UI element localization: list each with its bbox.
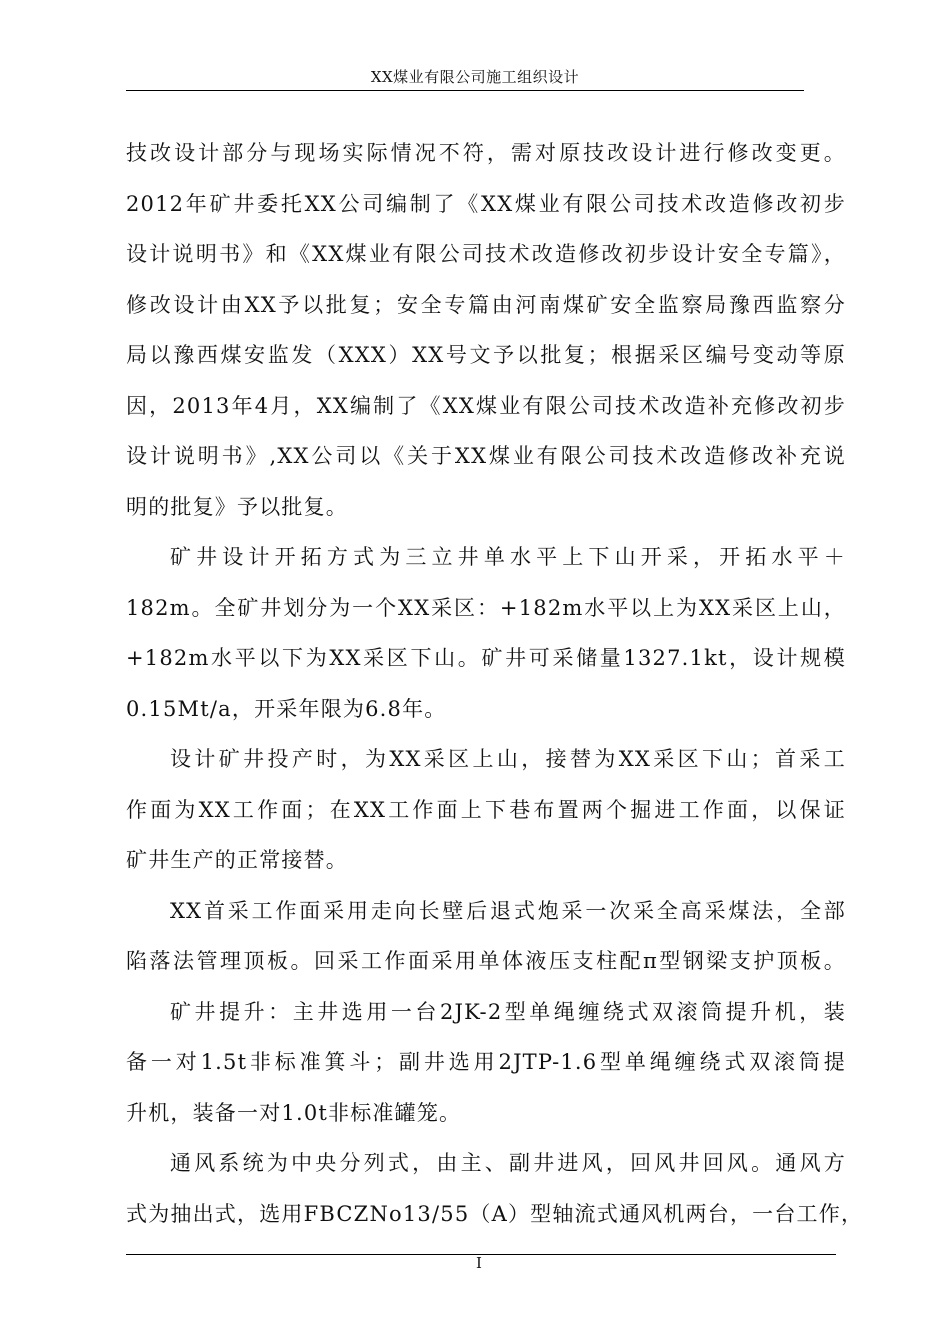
- text-line: 设计说明书》,XX公司以《关于XX煤业有限公司技术改造修改补充说: [126, 444, 846, 468]
- text-line: XX首采工作面采用走向长壁后退式炮采一次采全高采煤法，全部: [170, 898, 846, 923]
- text-line: 陷落法管理顶板。回采工作面采用单体液压支柱配π型钢梁支护顶板。: [126, 949, 846, 973]
- text-line: 矿井设计开拓方式为三立井单水平上下山开采，开拓水平＋: [170, 545, 846, 569]
- text-line: 矿井提升：主井选用一台2JK-2型单绳缠绕式双滚筒提升机，装: [170, 999, 846, 1024]
- text-line: 局以豫西煤安监发（XXX）XX号文予以批复；根据采区编号变动等原: [126, 343, 846, 367]
- text-line: 技改设计部分与现场实际情况不符，需对原技改设计进行修改变更。: [126, 141, 846, 165]
- page-number: I: [476, 1254, 482, 1272]
- text-line: 修改设计由XX予以批复；安全专篇由河南煤矿安全监察局豫西监察分: [126, 292, 846, 317]
- text-line: 式为抽出式，选用FBCZNo13/55（A）型轴流式通风机两台，一台工作，: [126, 1201, 864, 1226]
- body-text: [126, 128, 864, 1239]
- text-line: 设计说明书》和《XX煤业有限公司技术改造修改初步设计安全专篇》，: [126, 242, 846, 266]
- text-line: 因，2013年4月，XX编制了《XX煤业有限公司技术改造补充修改初步: [126, 393, 846, 418]
- text-line: 备一对1.5t非标准箕斗；副井选用2JTP-1.6型单绳缠绕式双滚筒提: [126, 1050, 846, 1074]
- text-line: 矿井生产的正常接替。: [126, 848, 348, 872]
- header-rule: [126, 90, 804, 91]
- text-line: 设计矿井投产时，为XX采区上山，接替为XX采区下山；首采工: [170, 747, 846, 771]
- text-line: 182m。全矿井划分为一个XX采区：+182m水平以上为XX采区上山，: [126, 595, 846, 620]
- text-line: 2012年矿井委托XX公司编制了《XX煤业有限公司技术改造修改初步: [126, 191, 846, 216]
- text-line: +182m水平以下为XX采区下山。矿井可采储量1327.1kt，设计规模: [126, 646, 846, 670]
- page-header-title: XX煤业有限公司施工组织设计: [370, 68, 580, 86]
- text-line: 作面为XX工作面；在XX工作面上下巷布置两个掘进工作面，以保证: [126, 797, 846, 822]
- text-line: 0.15Mt/a，开采年限为6.8年。: [126, 696, 447, 721]
- text-line: 升机，装备一对1.0t非标准罐笼。: [126, 1100, 462, 1125]
- text-line: 明的批复》予以批复。: [126, 494, 348, 519]
- text-line: 通风系统为中央分列式，由主、副井进风，回风井回风。通风方: [170, 1151, 846, 1175]
